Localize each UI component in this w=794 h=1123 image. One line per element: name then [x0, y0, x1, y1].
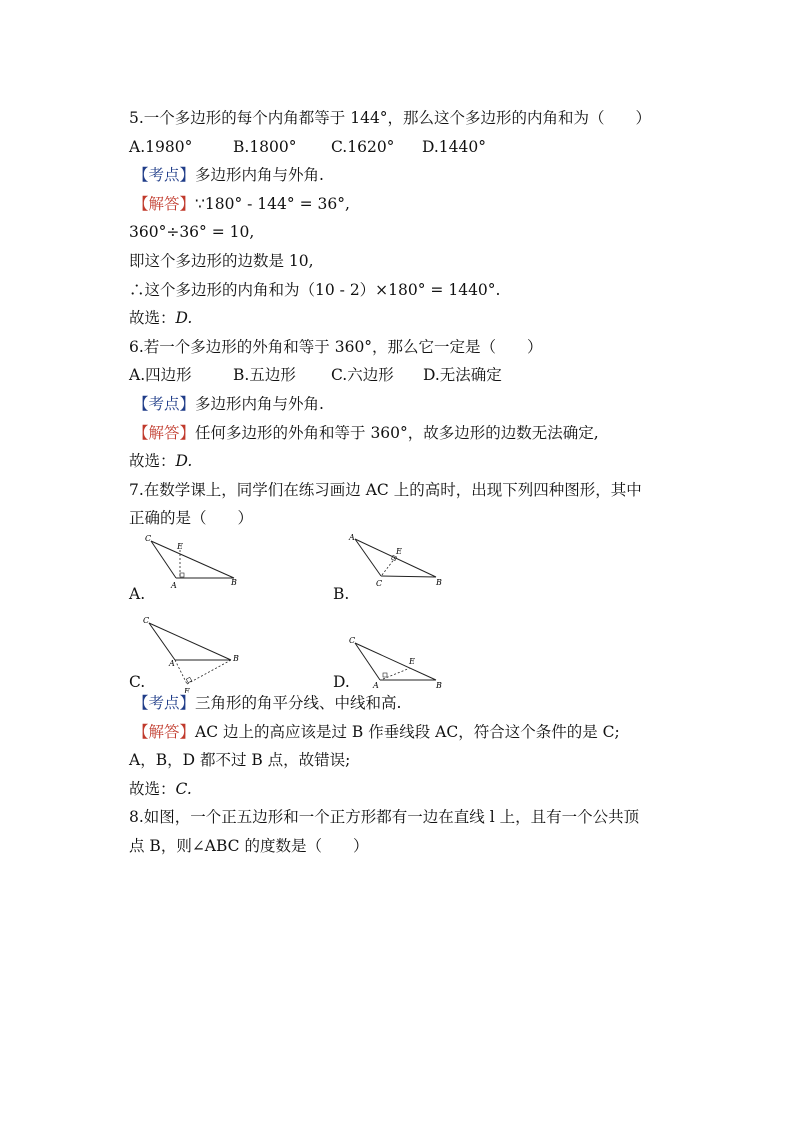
q5-jieda [129, 190, 677, 219]
q5-option-c: C.1620° [331, 137, 395, 156]
q7-jieda [129, 718, 677, 747]
q5-option-a: A.1980° [129, 137, 193, 156]
kaodian-text: 多边形内角与外角. [195, 166, 324, 185]
content [129, 104, 677, 860]
q7-figures [129, 532, 677, 693]
answer-value: C. [175, 779, 192, 798]
q6-option-b: B.五边形 [233, 366, 296, 385]
kaodian-tag: 【考点】 [133, 394, 196, 413]
point-e-label: E [184, 686, 190, 693]
jieda-text: ∵180° - 144° = 36°, [195, 194, 350, 213]
q5-stem: 5.一个多边形的每个内角都等于 144°，那么这个多边形的内角和为（ ） [129, 109, 652, 127]
point-b-label: B [436, 577, 442, 587]
point-e-label: E [409, 656, 415, 666]
q6-answer [129, 447, 677, 476]
q7-line-2: A，B，D 都不过 B 点，故错误; [129, 751, 351, 770]
point-c-label: C [376, 578, 383, 588]
q5-answer [129, 304, 677, 333]
kaodian-tag: 【考点】 [133, 693, 196, 712]
answer-prefix: 故选： [129, 452, 176, 471]
point-b-label: B [436, 680, 442, 690]
point-b-label: B [231, 577, 237, 587]
figure-c-label: C. [129, 672, 146, 691]
q5-options [129, 133, 677, 162]
answer-value: D. [175, 452, 193, 471]
jieda-tag: 【解答】 [133, 423, 196, 442]
q6-options [129, 361, 677, 390]
answer-value: D. [175, 309, 193, 328]
kaodian-tag: 【考点】 [133, 166, 196, 185]
figure-b-label: B. [333, 584, 350, 603]
q6-option-c: C.六边形 [331, 366, 394, 385]
answer-prefix: 故选： [129, 779, 176, 798]
figure-c [129, 615, 259, 693]
figure-d-diagram [333, 615, 463, 693]
point-e-label: E [396, 546, 402, 556]
q6-jieda [129, 419, 677, 448]
kaodian-text: 三角形的角平分线、中线和高. [195, 693, 402, 712]
figure-b-diagram [333, 533, 463, 605]
q6-option-a: A.四边形 [129, 366, 192, 385]
q5-line-3: 即这个多边形的边数是 10, [129, 251, 314, 270]
figure-b [333, 533, 463, 605]
answer-prefix: 故选： [129, 309, 176, 328]
jieda-tag: 【解答】 [133, 194, 196, 213]
q7-kaodian [129, 686, 677, 718]
point-c-label: C [143, 615, 150, 625]
q5-kaodian [129, 161, 677, 190]
q6-option-d: D.无法确定 [423, 366, 502, 385]
jieda-text: 任何多边形的外角和等于 360°，故多边形的边数无法确定, [195, 423, 599, 442]
point-e-label: E [177, 541, 183, 551]
q5-line-2: 360°÷36° = 10, [129, 223, 255, 242]
q6-stem: 6.若一个多边形的外角和等于 360°，那么它一定是（ ） [129, 337, 543, 356]
figure-a-diagram [129, 533, 259, 605]
q5-option-b: B.1800° [233, 137, 297, 156]
point-c-label: C [145, 533, 152, 543]
kaodian-text: 多边形内角与外角. [195, 394, 324, 413]
q7-answer [129, 775, 677, 804]
point-a-label: A [373, 680, 379, 690]
figure-d-label: D. [333, 672, 350, 691]
q7-stem-2: 正确的是（ ） [129, 509, 254, 528]
figure-c-diagram [129, 615, 259, 693]
point-a-label: A [171, 580, 177, 590]
q5-option-d: D.1440° [422, 137, 486, 156]
figure-a-label: A. [129, 584, 146, 603]
point-b-label: B [233, 653, 239, 663]
q8-stem-1: 8.如图，一个正五边形和一个正方形都有一边在直线 l 上，且有一个公共顶 [129, 808, 640, 827]
q5-line-4: ∴这个多边形的内角和为（10 - 2）×180° = 1440°. [129, 280, 501, 299]
q7-stem-1: 7.在数学课上，同学们在练习画边 AC 上的高时，出现下列四种图形，其中 [129, 480, 642, 499]
point-a-label: A [349, 532, 355, 542]
jieda-text: AC 边上的高应该是过 B 作垂线段 AC，符合这个条件的是 C; [195, 722, 620, 741]
q8-stem-2: 点 B，则∠ABC 的度数是（ ） [129, 836, 369, 855]
figure-a [129, 533, 259, 605]
point-a-label: A [169, 658, 175, 668]
q6-kaodian [129, 390, 677, 419]
point-c-label: C [349, 635, 356, 645]
figure-d [333, 615, 463, 693]
jieda-tag: 【解答】 [133, 722, 196, 741]
